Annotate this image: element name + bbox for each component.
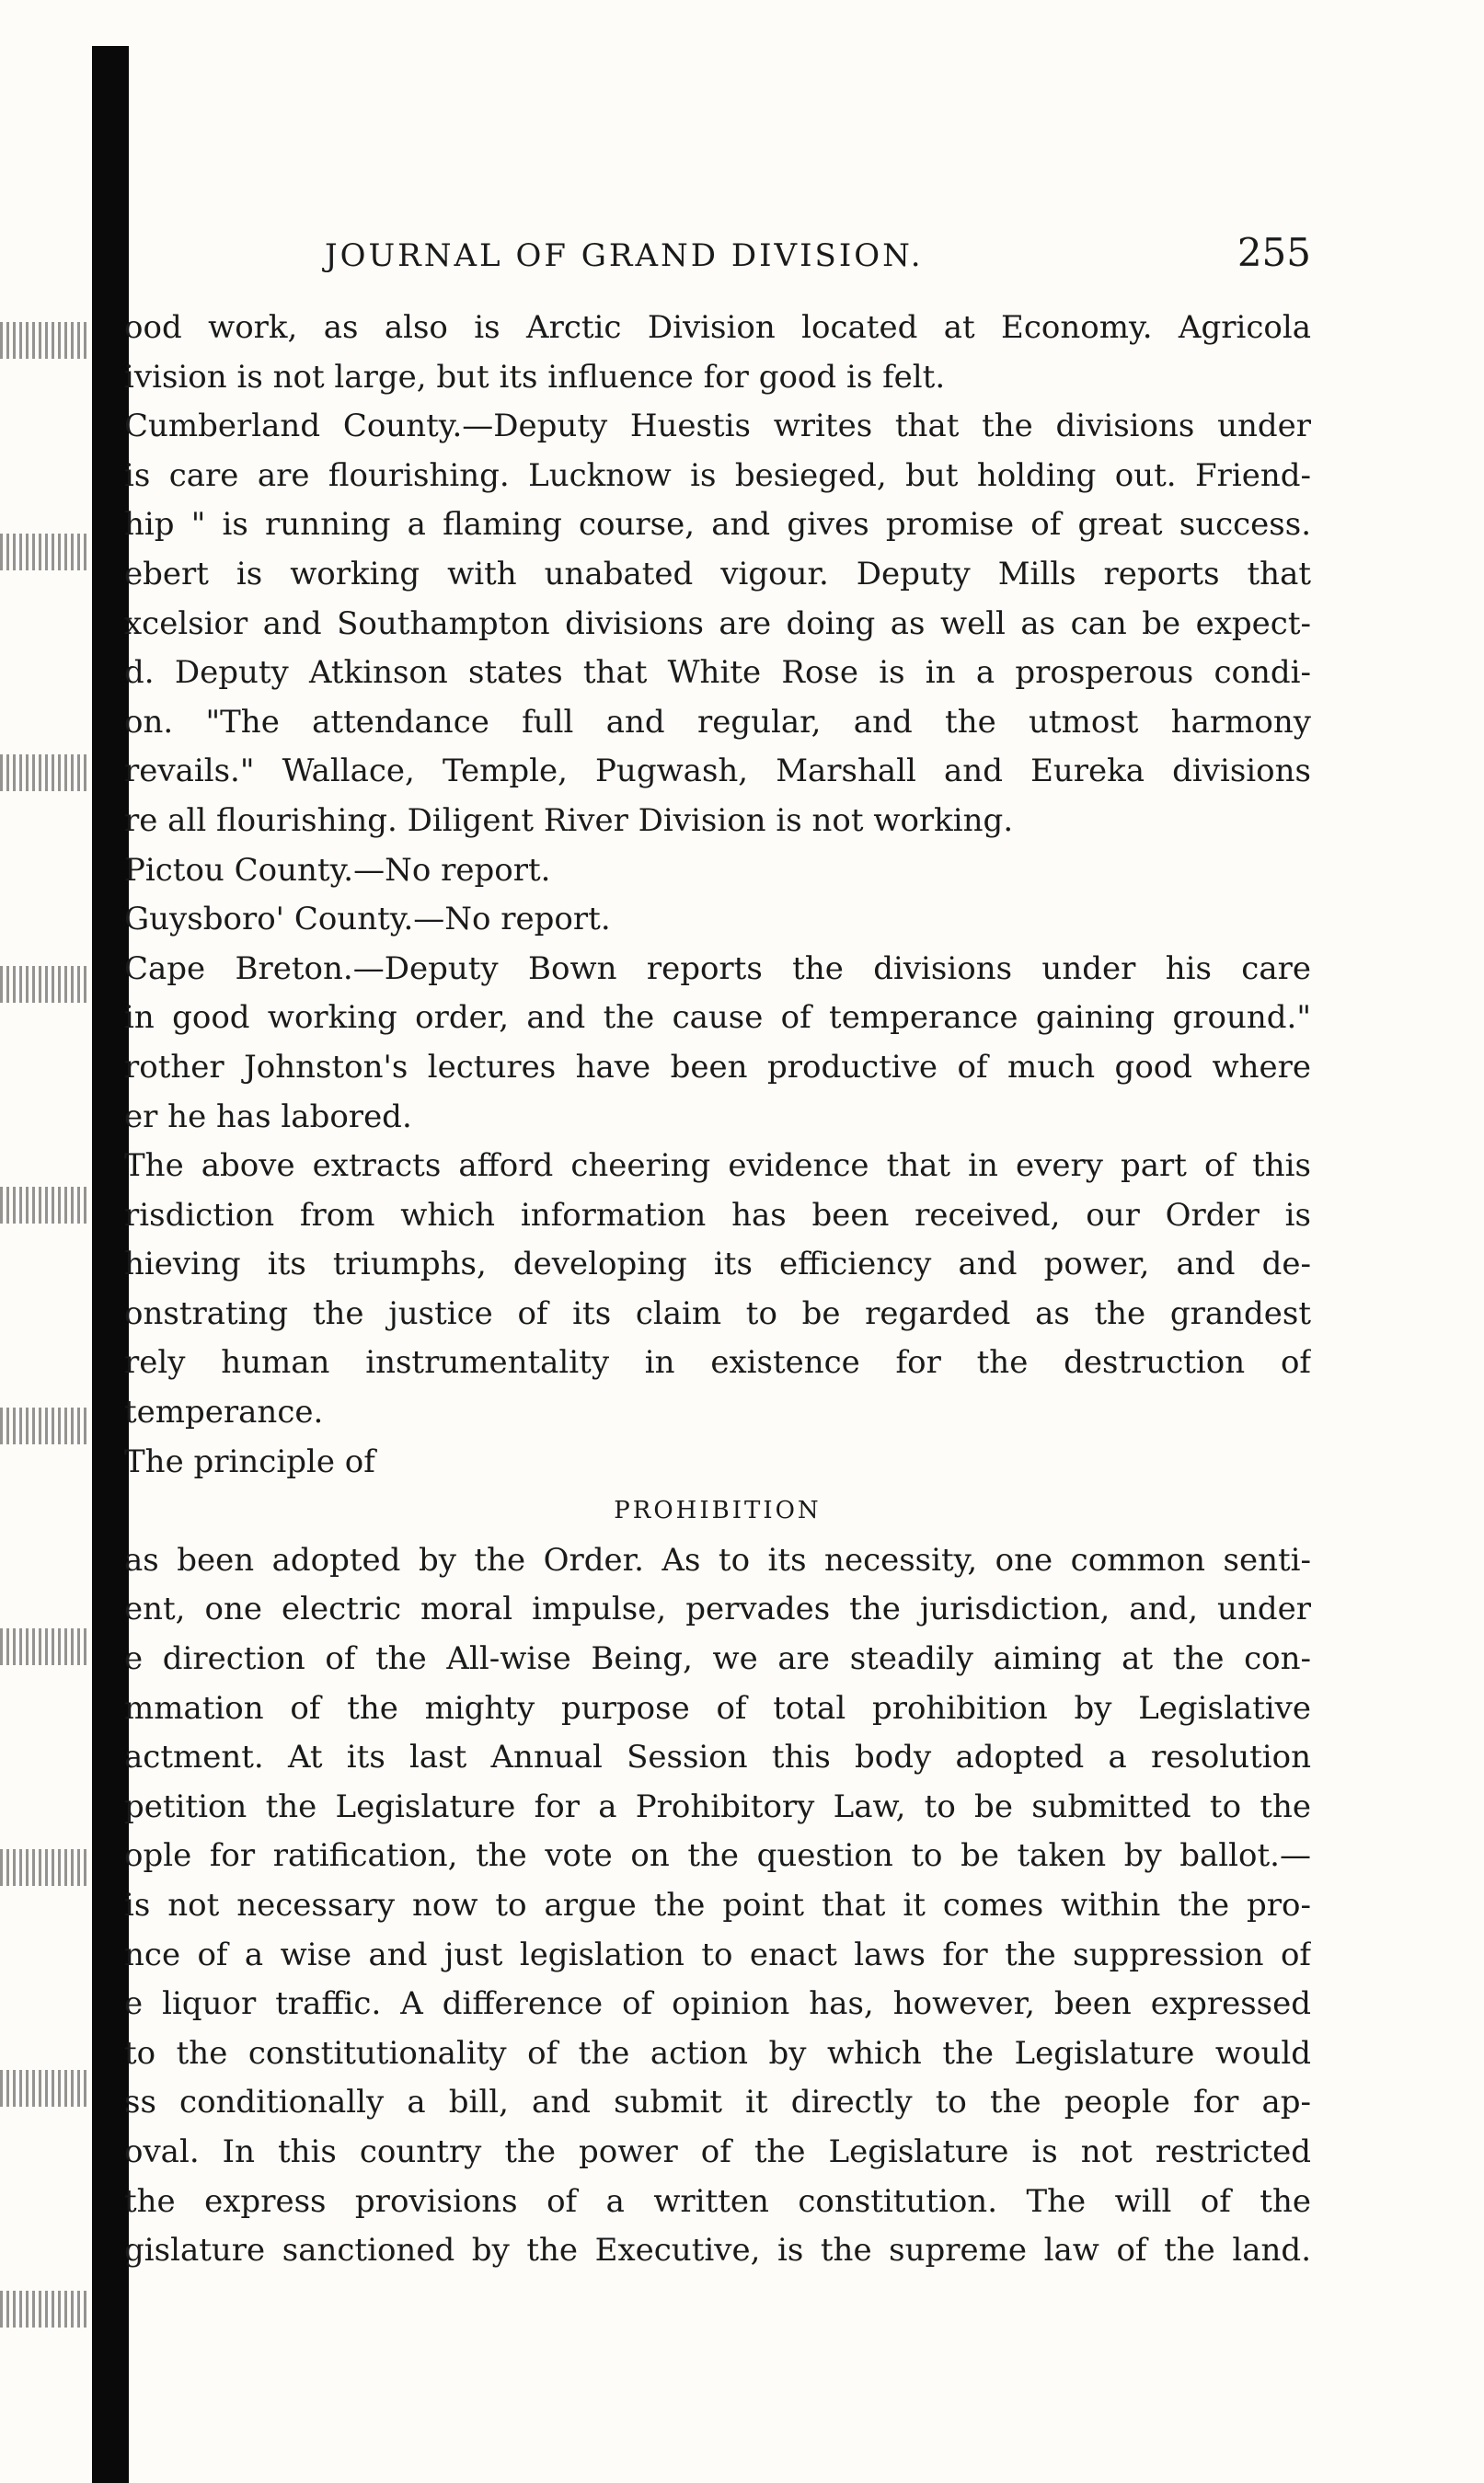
text-line: is care are flourishing. Lucknow is besieged, but holding out. Friend- [124,456,1311,494]
text-line: e liquor traffic. A difference of opinion has, however, been expressed [124,1985,1311,2023]
text-line: to the constitutionality of the action by which the Legislature would [124,2034,1311,2072]
text-line: revails." Wallace, Temple, Pugwash, Marshall and Eureka divisions [124,753,1311,790]
text-line: on. "The attendance full and regular, and the utmost harmony [124,703,1311,741]
text-line: the express provisions of a written constitution. The will of the [124,2182,1311,2220]
text-line: gislature sanctioned by the Executive, is the supreme law of the land. [124,2232,1311,2270]
fragment [0,2070,88,2107]
fragment [0,966,88,1003]
text-line: oval. In this country the power of the Legislature is not restricted [124,2132,1311,2170]
fragment [0,322,88,359]
text-line: d. Deputy Atkinson states that White Rose is in a prosperous condi- [124,654,1311,692]
text-line: hip " is running a flaming course, and gives promise of great success. [124,506,1311,544]
binding-shadow [92,46,129,2483]
fragment [0,1408,88,1444]
fragment [0,1628,88,1665]
text-line: rely human instrumentality in existence for the destruction of [124,1344,1311,1382]
text-line: ent, one electric moral impulse, pervades the jurisdiction, and, under [124,1591,1311,1628]
running-title: JOURNAL OF GRAND DIVISION. [325,237,924,274]
fragment [0,1849,88,1886]
fragment [0,1187,88,1224]
page-number: 255 [1237,230,1311,275]
text-line: risdiction from which information has been received, our Order is [124,1196,1311,1234]
text-line: The principle of [124,1443,375,1480]
text-line: actment. At its last Annual Session this body adopted a resolution [124,1739,1311,1776]
text-line: temperance. [124,1394,324,1431]
text-line: er he has labored. [124,1098,412,1135]
text-line: is not necessary now to argue the point that it comes within the pro- [124,1887,1311,1924]
text-line: in good working order, and the cause of temperance gaining ground." [124,999,1311,1037]
fragment [0,2291,88,2328]
text-line: Cumberland County.—Deputy Huestis writes that the divisions under [124,408,1311,445]
text-line: e direction of the All-wise Being, we are steadily aiming at the con- [124,1640,1311,1678]
text-line: ebert is working with unabated vigour. Deputy Mills reports that [124,555,1311,592]
fragment [0,534,88,570]
text-line: hieving its triumphs, developing its efficiency and power, and de- [124,1246,1311,1283]
text-line: petition the Legislature for a Prohibitory Law, to be submitted to the [124,1788,1311,1825]
text-line: nce of a wise and just legislation to enact laws for the suppression of [124,1936,1311,1973]
running-head [124,230,1311,285]
fragment [0,754,88,791]
text-line: as been adopted by the Order. As to its necessity, one common senti- [124,1541,1311,1579]
text-line: ss conditionally a bill, and submit it directly to the people for ap- [124,2084,1311,2121]
text-line: The above extracts afford cheering evidence that in every part of this [124,1147,1311,1185]
text-line: rother Johnston's lectures have been productive of much good where [124,1048,1311,1086]
text-line: ople for ratification, the vote on the question to be taken by ballot.— [124,1837,1311,1875]
body-text [124,304,1311,2276]
text-line: ivision is not large, but its influence for good is felt. [124,358,946,396]
book-page [124,230,1311,2276]
text-line: xcelsior and Southampton divisions are doing as well as can be expect- [124,604,1311,642]
adjacent-page-fragments [0,322,92,2438]
text-line: onstrating the justice of its claim to be regarded as the grandest [124,1294,1311,1332]
text-line: ood work, as also is Arctic Division located at Economy. Agricola [124,309,1311,346]
text-line: mmation of the mighty purpose of total prohibition by Legislative [124,1689,1311,1727]
text-line: re all flourishing. Diligent River Division is not working. [124,801,1014,839]
text-line: Cape Breton.—Deputy Bown reports the divisions under his care [124,949,1311,987]
text-line: Guysboro' County.—No report. [124,901,611,938]
section-heading: PROHIBITION [614,1497,822,1525]
text-line: Pictou County.—No report. [124,851,551,889]
